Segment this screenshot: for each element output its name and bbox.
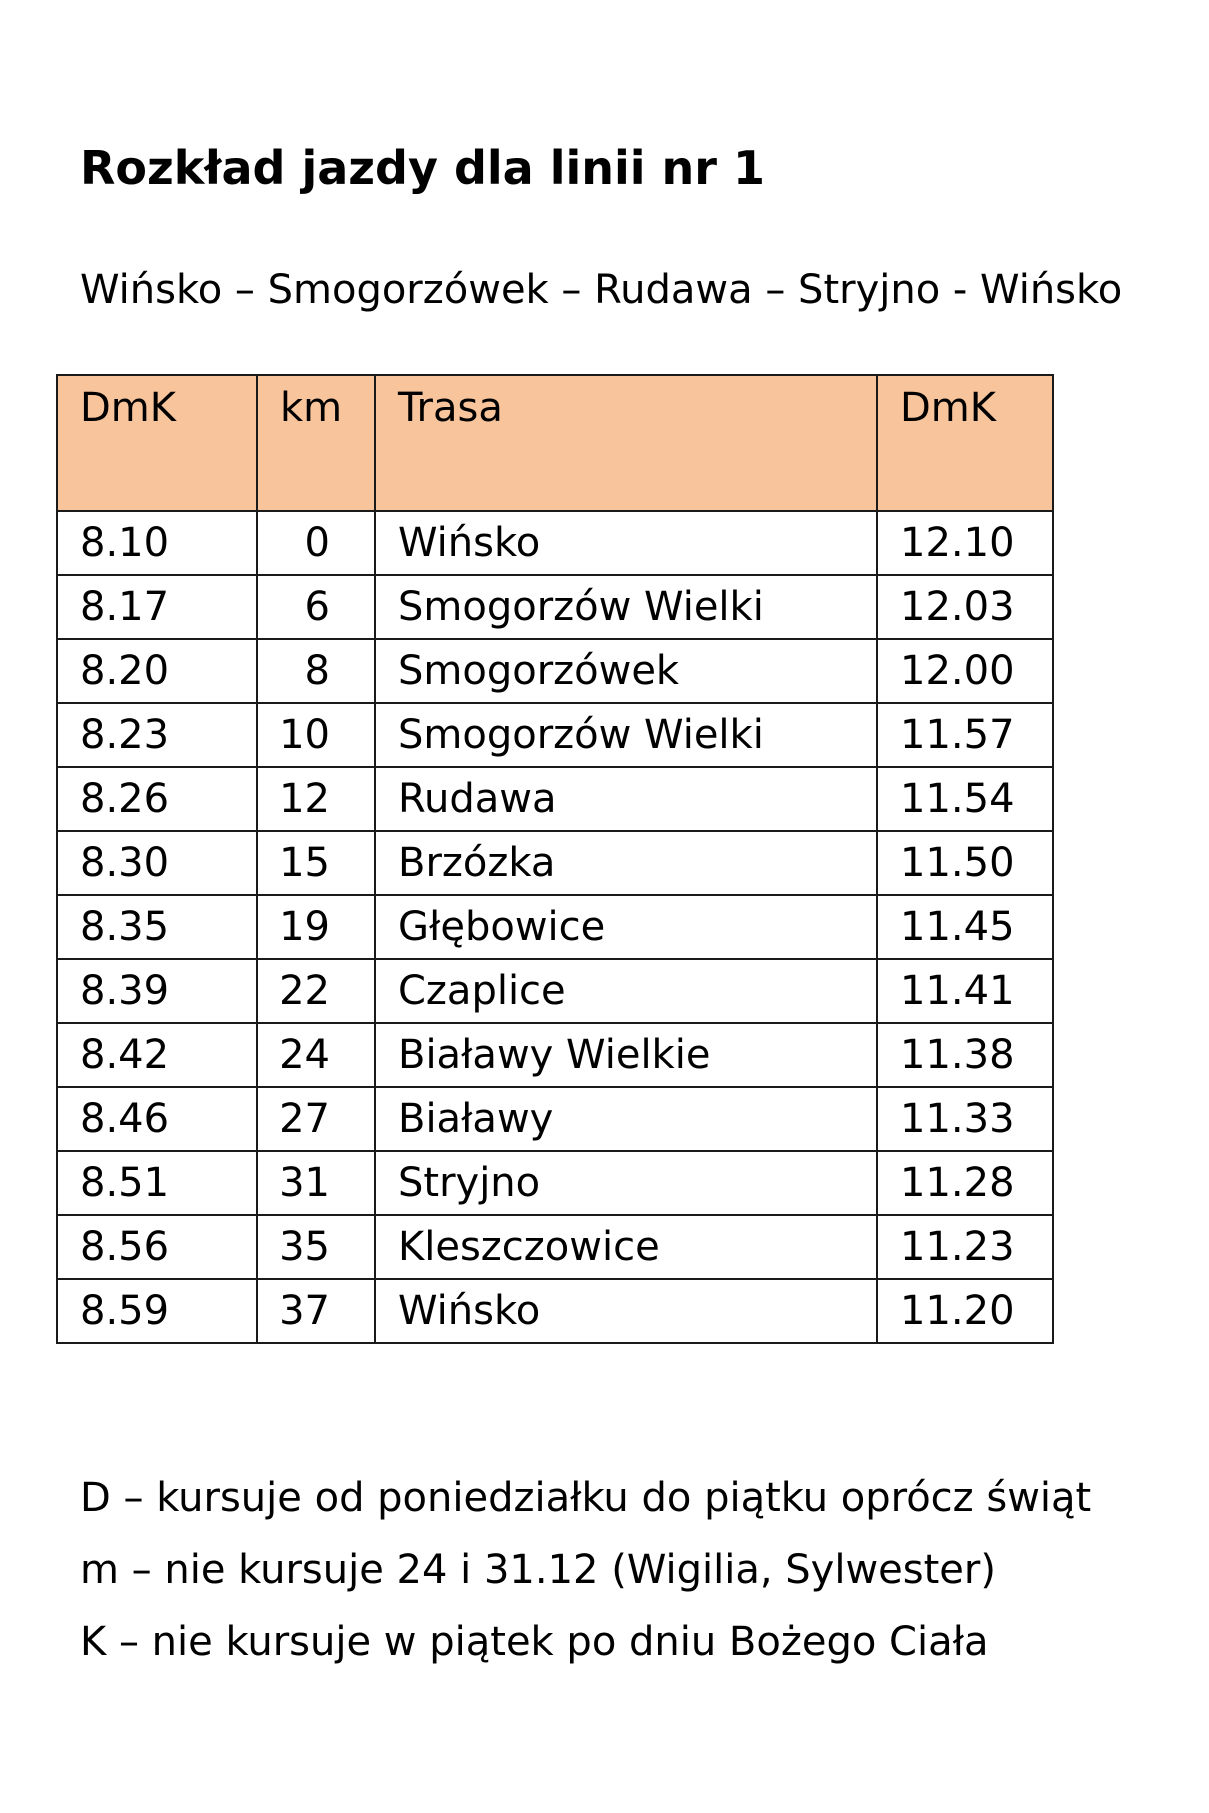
table-row xyxy=(57,959,1053,1023)
stop-name: Białawy xyxy=(375,1087,877,1151)
stop-name: Wińsko xyxy=(375,511,877,575)
stop-name: Głębowice xyxy=(375,895,877,959)
table-row xyxy=(57,1151,1053,1215)
distance-km: 22 xyxy=(257,959,375,1023)
distance-km: 31 xyxy=(257,1151,375,1215)
stop-name: Stryjno xyxy=(375,1151,877,1215)
departure-time: 8.35 xyxy=(57,895,257,959)
departure-time: 8.59 xyxy=(57,1279,257,1343)
return-time: 12.10 xyxy=(877,511,1053,575)
table-row xyxy=(57,831,1053,895)
table-row xyxy=(57,1215,1053,1279)
table-row xyxy=(57,511,1053,575)
return-time: 11.20 xyxy=(877,1279,1053,1343)
stop-name: Czaplice xyxy=(375,959,877,1023)
table-row xyxy=(57,1087,1053,1151)
return-time: 11.57 xyxy=(877,703,1053,767)
distance-km: 8 xyxy=(257,639,375,703)
departure-time: 8.10 xyxy=(57,511,257,575)
departure-time: 8.30 xyxy=(57,831,257,895)
header-dmk-departure: DmK xyxy=(57,375,257,511)
distance-km: 12 xyxy=(257,767,375,831)
table-row xyxy=(57,639,1053,703)
distance-km: 15 xyxy=(257,831,375,895)
table-row xyxy=(57,703,1053,767)
distance-km: 37 xyxy=(257,1279,375,1343)
departure-time: 8.17 xyxy=(57,575,257,639)
header-route: Trasa xyxy=(375,375,877,511)
distance-km: 6 xyxy=(257,575,375,639)
return-time: 11.38 xyxy=(877,1023,1053,1087)
departure-time: 8.42 xyxy=(57,1023,257,1087)
legend-item-k: K – nie kursuje w piątek po dniu Bożego Ciała xyxy=(80,1619,989,1665)
header-dmk-return: DmK xyxy=(877,375,1053,511)
table-header-row xyxy=(57,375,1053,511)
return-time: 11.41 xyxy=(877,959,1053,1023)
departure-time: 8.56 xyxy=(57,1215,257,1279)
return-time: 11.50 xyxy=(877,831,1053,895)
departure-time: 8.26 xyxy=(57,767,257,831)
legend-item-d: D – kursuje od poniedziałku do piątku oprócz świąt xyxy=(80,1475,1092,1521)
stop-name: Wińsko xyxy=(375,1279,877,1343)
stop-name: Brzózka xyxy=(375,831,877,895)
return-time: 11.54 xyxy=(877,767,1053,831)
return-time: 11.33 xyxy=(877,1087,1053,1151)
return-time: 11.45 xyxy=(877,895,1053,959)
timetable xyxy=(56,374,1054,1344)
page-title: Rozkład jazdy dla linii nr 1 xyxy=(80,141,765,195)
departure-time: 8.20 xyxy=(57,639,257,703)
stop-name: Białawy Wielkie xyxy=(375,1023,877,1087)
stop-name: Rudawa xyxy=(375,767,877,831)
table-row xyxy=(57,575,1053,639)
return-time: 12.00 xyxy=(877,639,1053,703)
stop-name: Smogorzówek xyxy=(375,639,877,703)
stop-name: Kleszczowice xyxy=(375,1215,877,1279)
departure-time: 8.39 xyxy=(57,959,257,1023)
distance-km: 35 xyxy=(257,1215,375,1279)
return-time: 11.28 xyxy=(877,1151,1053,1215)
departure-time: 8.51 xyxy=(57,1151,257,1215)
distance-km: 19 xyxy=(257,895,375,959)
table-row xyxy=(57,1023,1053,1087)
return-time: 12.03 xyxy=(877,575,1053,639)
distance-km: 10 xyxy=(257,703,375,767)
departure-time: 8.46 xyxy=(57,1087,257,1151)
header-km: km xyxy=(257,375,375,511)
departure-time: 8.23 xyxy=(57,703,257,767)
stop-name: Smogorzów Wielki xyxy=(375,703,877,767)
return-time: 11.23 xyxy=(877,1215,1053,1279)
distance-km: 0 xyxy=(257,511,375,575)
distance-km: 27 xyxy=(257,1087,375,1151)
legend-item-m: m – nie kursuje 24 i 31.12 (Wigilia, Sylwester) xyxy=(80,1547,996,1593)
table-row xyxy=(57,767,1053,831)
table-row xyxy=(57,1279,1053,1343)
legend xyxy=(80,1462,1091,1678)
table-row xyxy=(57,895,1053,959)
route-description: Wińsko – Smogorzówek – Rudawa – Stryjno - Wińsko xyxy=(80,267,1123,313)
stop-name: Smogorzów Wielki xyxy=(375,575,877,639)
distance-km: 24 xyxy=(257,1023,375,1087)
